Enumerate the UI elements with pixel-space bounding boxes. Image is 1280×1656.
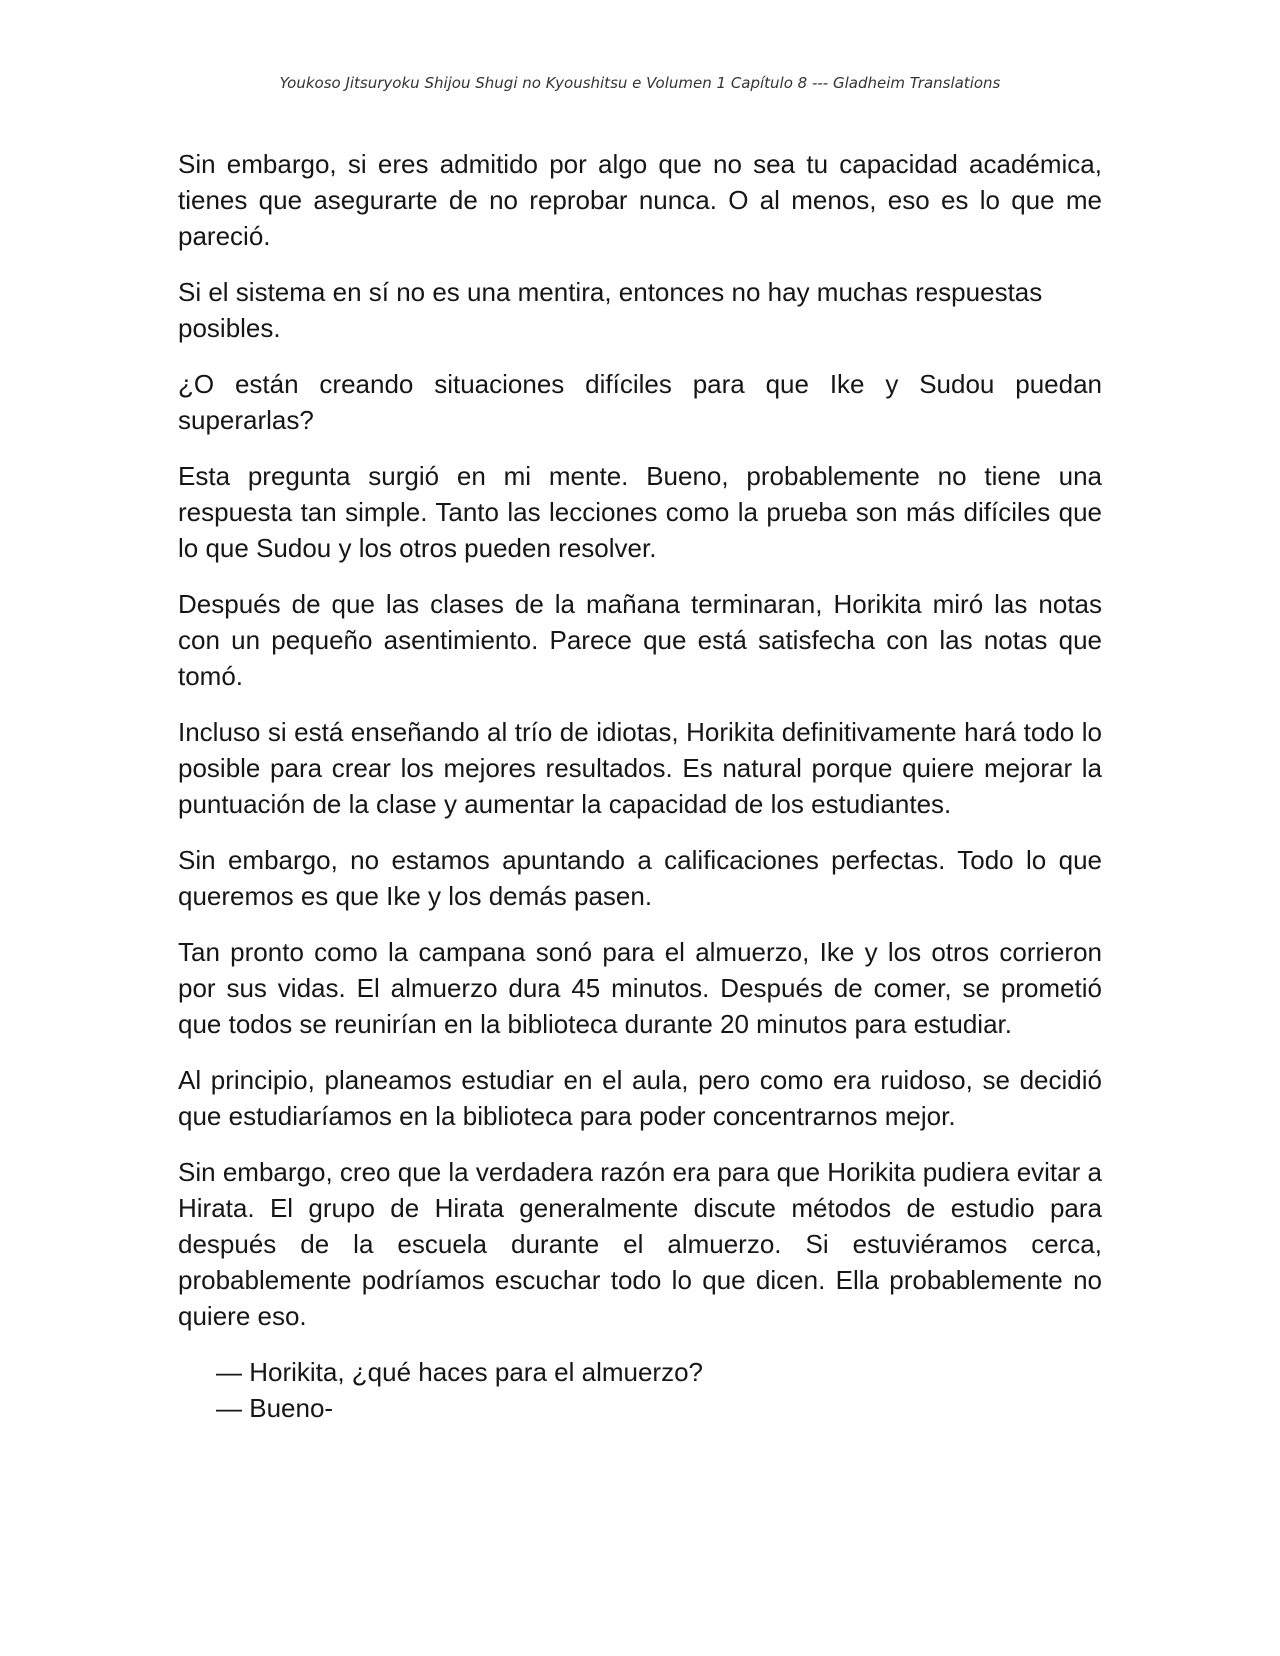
paragraph: ¿O están creando situaciones difíciles para que Ike y Sudou puedan superarlas? <box>178 369 1102 435</box>
paragraph: Al principio, planeamos estudiar en el aula, pero como era ruidoso, se decidió que estudiaríamos en la biblioteca para poder concentrarnos mejor. <box>178 1065 1102 1131</box>
paragraph: Si el sistema en sí no es una mentira, entonces no hay muchas respuestas posibles. <box>178 277 1043 343</box>
dialogue-line: — Horikita, ¿qué haces para el almuerzo? <box>216 1357 704 1387</box>
paragraph: Incluso si está enseñando al trío de idiotas, Horikita definitivamente hará todo lo posible para crear los mejores resultados. Es natural porque quiere mejorar la puntuación de la clase y aumentar la capacidad de los estudiantes. <box>178 717 1102 819</box>
paragraph: Tan pronto como la campana sonó para el almuerzo, Ike y los otros corrieron por sus vidas. El almuerzo dura 45 minutos. Después de comer, se prometió que todos se reunirían en la biblioteca durante 20 minutos para estudiar. <box>178 937 1102 1039</box>
dialogue-line: — Bueno- <box>216 1393 334 1423</box>
paragraph: Esta pregunta surgió en mi mente. Bueno, probablemente no tiene una respuesta tan simple. Tanto las lecciones como la prueba son más difíciles que lo que Sudou y los otros pueden resolver. <box>178 461 1102 563</box>
paragraph: Después de que las clases de la mañana terminaran, Horikita miró las notas con un pequeño asentimiento. Parece que está satisfecha con las notas que tomó. <box>178 589 1102 691</box>
body-text <box>178 146 1102 1426</box>
running-header: Youkoso Jitsuryoku Shijou Shugi no Kyoushitsu e Volumen 1 Capítulo 8 --- Gladheim Translations <box>279 74 1001 92</box>
paragraph: Sin embargo, creo que la verdadera razón era para que Horikita pudiera evitar a Hirata. El grupo de Hirata generalmente discute métodos de estudio para después de la escuela durante el almuerzo. Si estuviéramos cerca, probablemente podríamos escuchar todo lo que dicen. Ella probablemente no quiere eso. <box>178 1157 1102 1331</box>
paragraph: Sin embargo, no estamos apuntando a calificaciones perfectas. Todo lo que queremos es que Ike y los demás pasen. <box>178 845 1102 911</box>
dialogue-block <box>178 1354 1102 1426</box>
paragraph: Sin embargo, si eres admitido por algo que no sea tu capacidad académica, tienes que asegurarte de no reprobar nunca. O al menos, eso es lo que me pareció. <box>178 149 1102 251</box>
